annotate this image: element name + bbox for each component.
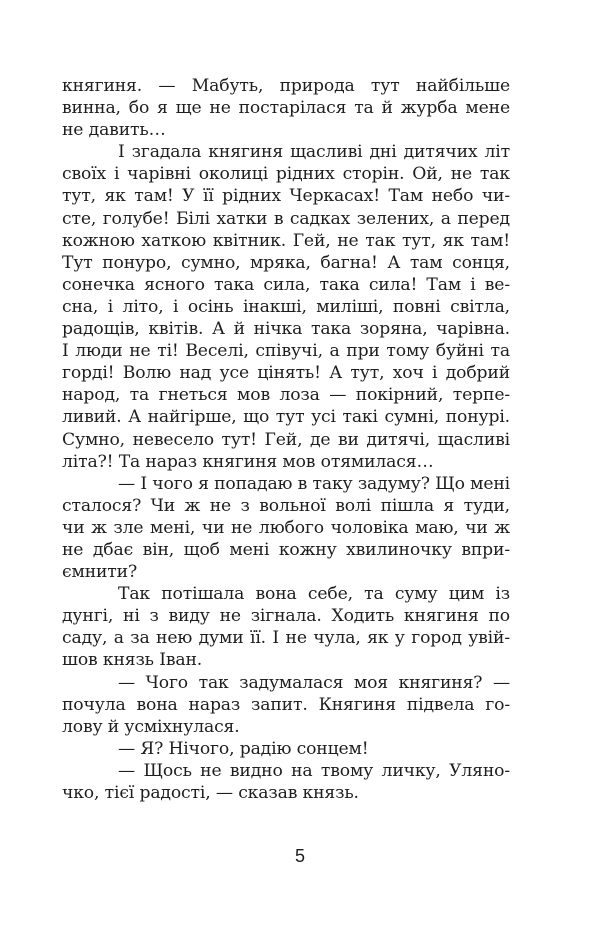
text-line: не давить… (62, 120, 166, 141)
text-line: горді! Волю над усе цінять! А тут, хоч і добрий (62, 363, 510, 384)
text-line: почула вона нараз запит. Княгиня підвела го- (62, 694, 510, 715)
page-number: 5 (294, 846, 305, 866)
text-line: — Я? Нічого, радію сонцем! (118, 738, 369, 759)
text-line: лову й усміхнулася. (62, 716, 240, 737)
text-line: — І чого я попадаю в таку задуму? Що мені (118, 473, 510, 494)
text-line: своїх і чарівні околиці рідних сторін. Ой, не так (62, 164, 510, 185)
text-line: тут, як там! У її рідних Черкасах! Там небо чи- (62, 186, 510, 207)
text-line: шов князь Іван. (62, 650, 203, 671)
text-line: І згадала княгиня щасливі дні дитячих літ (118, 142, 510, 163)
text-line: радощів, квітів. А й нічка така зоряна, чарівна. (62, 319, 510, 340)
text-line: сте, голубе! Білі хатки в садках зелених, а перед (62, 208, 510, 229)
text-line: чи ж зле мені, чи не любого чоловіка маю, чи ж (62, 517, 510, 538)
text-line: винна, бо я ще не постарілася та й журба мене (62, 98, 510, 119)
text-line: літа?! Та нараз княгиня мов отямилася… (62, 451, 434, 472)
text-line: ємнити? (62, 562, 138, 583)
text-line: саду, а за нею думи її. І не чула, як у город увій- (62, 628, 510, 649)
text-line: — Чого так задумалася моя княгиня? — (118, 672, 510, 693)
text-line: Сумно, невесело тут! Гей, де ви дитячі, щасливі (62, 429, 510, 450)
text-line: народ, та гнеться мов лоза — покірний, терпе- (62, 385, 510, 406)
text-line: сонечка ясного така сила, така сила! Там і ве- (62, 274, 510, 295)
text-line: сталося? Чи ж не з вольної волі пішла я туди, (62, 495, 510, 516)
text-line: І люди не ті! Веселі, співучі, а при тому буйні та (62, 341, 510, 362)
text-line: Тут понуро, сумно, мряка, багна! А там сонця, (62, 252, 510, 273)
text-line: не дбає він, щоб мені кожну хвилиночку впри- (62, 539, 510, 560)
text-line: чко, тієї радості, — сказав князь. (62, 783, 359, 803)
text-line: ливий. А найгірше, що тут усі такі сумні, понурі. (62, 407, 510, 428)
text-line: Так потішала вона себе, та суму цим із (118, 584, 510, 605)
text-line: кожною хаткою квітник. Гей, не так тут, як там! (62, 230, 510, 251)
page-body-text (62, 75, 510, 804)
text-line: сна, і літо, і осінь інакші, миліші, повні світла, (62, 296, 510, 317)
text-line: — Щось не видно на твому личку, Уляно- (118, 760, 510, 781)
text-line: дунгі, ні з виду не зігнала. Ходить княгиня по (62, 606, 510, 627)
text-line: княгиня. — Мабуть, природа тут найбільше (62, 76, 510, 96)
